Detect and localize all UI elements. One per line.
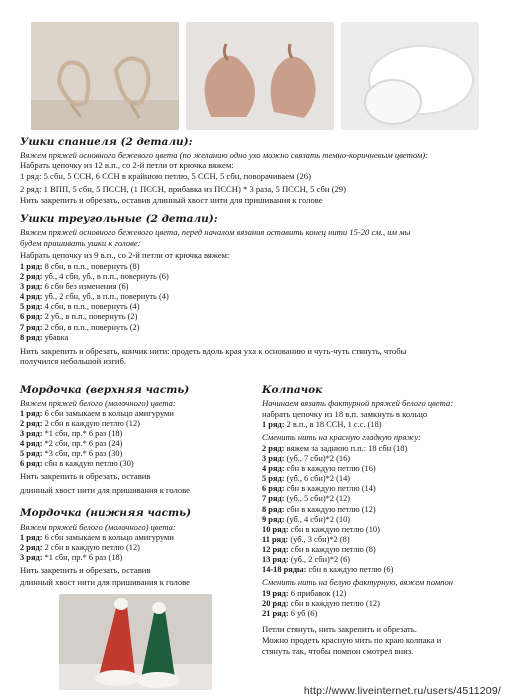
photo-hats xyxy=(59,594,212,690)
section-hat-outro: стянуть так, чтобы помпон смотрел вниз. xyxy=(262,646,414,656)
photo-hats-frame xyxy=(59,594,212,690)
section-spaniel-ears-line: 1 ряд: 5 сбн, 5 ССН, 6 ССН в крайнюю петлю, 5 ССН, 5 сбн, поворачиваем (26) xyxy=(20,171,311,181)
section-spaniel-ears-line: 2 ряд: 1 ВПП, 5 сбн, 5 ПССН, (1 ПССН, прибавка из ПССН) * 3 раза, 5 ПССН, 5 сбн (29) xyxy=(20,184,346,194)
row: 8 ряд: убавка xyxy=(20,332,69,342)
section-triangle-ears-outro: Нить закрепить и обрезать, кончик нити: продеть вдоль края уха к основанию и чуть-чуть стянуть, чтобы xyxy=(20,346,407,356)
section-hat-intro: набрать цепочку из 18 в.п. замкнуть в кольцо xyxy=(262,409,428,419)
muzzle-lower-rows xyxy=(20,533,174,563)
row: 3 ряд: 6 сбн без изменения (6) xyxy=(20,282,129,292)
row: 7 ряд: 2 сбн, в п.п., повернуть (2) xyxy=(20,322,140,332)
photo-triangle-ears xyxy=(186,22,334,130)
row: 1 ряд: 6 сбн замыкаем в кольцо амигуруми xyxy=(20,533,174,542)
row: 9 ряд: (уб., 4 сбн)*2 (10) xyxy=(262,514,351,524)
row: 10 ряд: сбн в каждую петлю (10) xyxy=(262,524,380,534)
row: 13 ряд: (уб., 2 сбн)*2 (6) xyxy=(262,555,351,565)
section-muzzle-upper-intro: Вяжем пряжей белого (молочного) цвета: xyxy=(20,398,176,408)
photo-spaniel-ears xyxy=(31,22,179,130)
section-spaniel-ears-heading: Ушки спаниеля (2 детали): xyxy=(20,136,193,148)
row: 1 ряд: 2 в.п., в 18 ССН, 1 с.с. (18) xyxy=(262,420,382,429)
row: 12 ряд: сбн в каждую петлю (8) xyxy=(262,544,376,554)
section-spaniel-ears-line: Набрать цепочку из 12 в.п., со 2-й петли от крючка вяжем: xyxy=(20,160,234,170)
section-hat-intro: Начинаем вязать фактурной пряжей белого цвета: xyxy=(262,398,454,408)
row: 2 ряд: вяжем за заднюю п.п.: 18 сбн (18) xyxy=(262,444,408,453)
muzzle-upper-rows xyxy=(20,409,174,470)
section-muzzle-lower-outro: Нить закрепить и обрезать, оставив xyxy=(20,565,151,575)
photo-muzzle xyxy=(341,22,479,130)
triangle-ears-rows xyxy=(20,262,169,343)
section-muzzle-lower-outro: длинный хвост нити для пришивания к голове xyxy=(20,577,190,587)
row: 6 ряд: 2 уб., в п.п., повернуть (2) xyxy=(20,312,138,322)
row: 4 ряд: сбн в каждую петлю (16) xyxy=(262,464,376,474)
row: 11 ряд: (уб., 3 сбн)*2 (8) xyxy=(262,534,350,544)
row: 3 ряд: (уб., 7 сбн)*2 (16) xyxy=(262,454,351,464)
row: 2 ряд: 2 сбн в каждую петлю (12) xyxy=(20,419,140,429)
section-muzzle-lower-intro: Вяжем пряжей белого (молочного) цвета: xyxy=(20,522,176,532)
section-spaniel-ears-line: Вяжем пряжей основного бежевого цвета (по желанию одно ухо можно связать темно-коричневым цветом): xyxy=(20,150,429,160)
section-triangle-ears-heading: Ушки треугольные (2 детали): xyxy=(20,213,218,225)
row: 5 ряд: *3 сбн, пр.* 6 раз (30) xyxy=(20,449,123,459)
section-spaniel-ears-line: Нить закрепить и обрезать, оставив длинный хвост нити для пришивания к голове xyxy=(20,195,323,205)
section-muzzle-upper-outro: длинный хвост нити для пришивания к голове xyxy=(20,485,190,495)
photo-muzzle-frame xyxy=(341,22,479,130)
section-triangle-ears-outro: получился небольшой изгиб. xyxy=(20,356,126,366)
section-hat-mid2: Сменить нить на белую фактурную, вяжем помпон xyxy=(262,577,454,587)
row: 3 ряд: *1 сбн, пр.* 6 раз (18) xyxy=(20,553,123,563)
section-hat-outro: Петли стянуть, нить закрепить и обрезать. xyxy=(262,624,417,634)
row: 1 ряд: 6 сбн замыкаем в кольцо амигуруми xyxy=(20,409,174,418)
section-hat-outro: Можно продеть красную нить по краю колпака и xyxy=(262,635,442,645)
row: 5 ряд: (уб., 6 сбн)*2 (14) xyxy=(262,474,351,484)
row: 3 ряд: *1 сбн, пр.* 6 раз (18) xyxy=(20,429,123,439)
row: 7 ряд: (уб., 5 сбн)*2 (12) xyxy=(262,494,351,504)
row: 8 ряд: сбн в каждую петлю (12) xyxy=(262,504,376,514)
hat-rows-c xyxy=(262,589,380,619)
section-muzzle-upper-outro: Нить закрепить и обрезать, оставив xyxy=(20,471,151,481)
row: 14-18 ряды: сбн в каждую петлю (6) xyxy=(262,565,394,575)
row: 21 ряд: 6 уб (6) xyxy=(262,609,318,619)
row: 19 ряд: 6 прибавок (12) xyxy=(262,589,347,598)
section-triangle-ears-intro: Вяжем пряжей основного бежевого цвета, перед началом вязания оставить конец нити 15-20 см., им мы xyxy=(20,227,411,237)
section-muzzle-upper-heading: Мордочка (верхняя часть) xyxy=(20,384,190,396)
section-hat-heading: Колпачок xyxy=(262,384,323,396)
hat-rows-a xyxy=(262,420,382,430)
row: 1 ряд: 8 сбн, в п.п., повернуть (8) xyxy=(20,262,140,271)
row: 2 ряд: уб., 4 сбн, уб., в п.п., повернуть (6) xyxy=(20,272,169,282)
row: 6 ряд: сбн в каждую петлю (14) xyxy=(262,484,376,494)
section-hat-mid: Сменить нить на красную гладкую пряжу: xyxy=(262,432,421,442)
photo-triangle-ears-frame xyxy=(186,22,334,130)
section-muzzle-lower-heading: Мордочка (нижняя часть) xyxy=(20,507,192,519)
row: 20 ряд: сбн в каждую петлю (12) xyxy=(262,599,380,609)
row: 4 ряд: *2 сбн, пр.* 6 раз (24) xyxy=(20,439,123,449)
section-triangle-ears-intro: будем пришивать ушки к голове: xyxy=(20,238,141,248)
hat-rows-b xyxy=(262,444,407,575)
footer-url: http://www.liveinternet.ru/users/4511209/ xyxy=(303,685,501,697)
row: 5 ряд: 4 сбн, в п.п., повернуть (4) xyxy=(20,302,140,312)
row: 2 ряд: 2 сбн в каждую петлю (12) xyxy=(20,543,140,553)
row: 6 ряд: сбн в каждую петлю (30) xyxy=(20,459,134,469)
photo-spaniel-ears-frame xyxy=(31,22,179,130)
row: 4 ряд: уб., 2 сбн, уб., в п.п., повернуть (4) xyxy=(20,292,169,302)
section-triangle-ears-intro: Набрать цепочку из 9 в.п., со 2-й петли от крючка вяжем: xyxy=(20,250,230,260)
